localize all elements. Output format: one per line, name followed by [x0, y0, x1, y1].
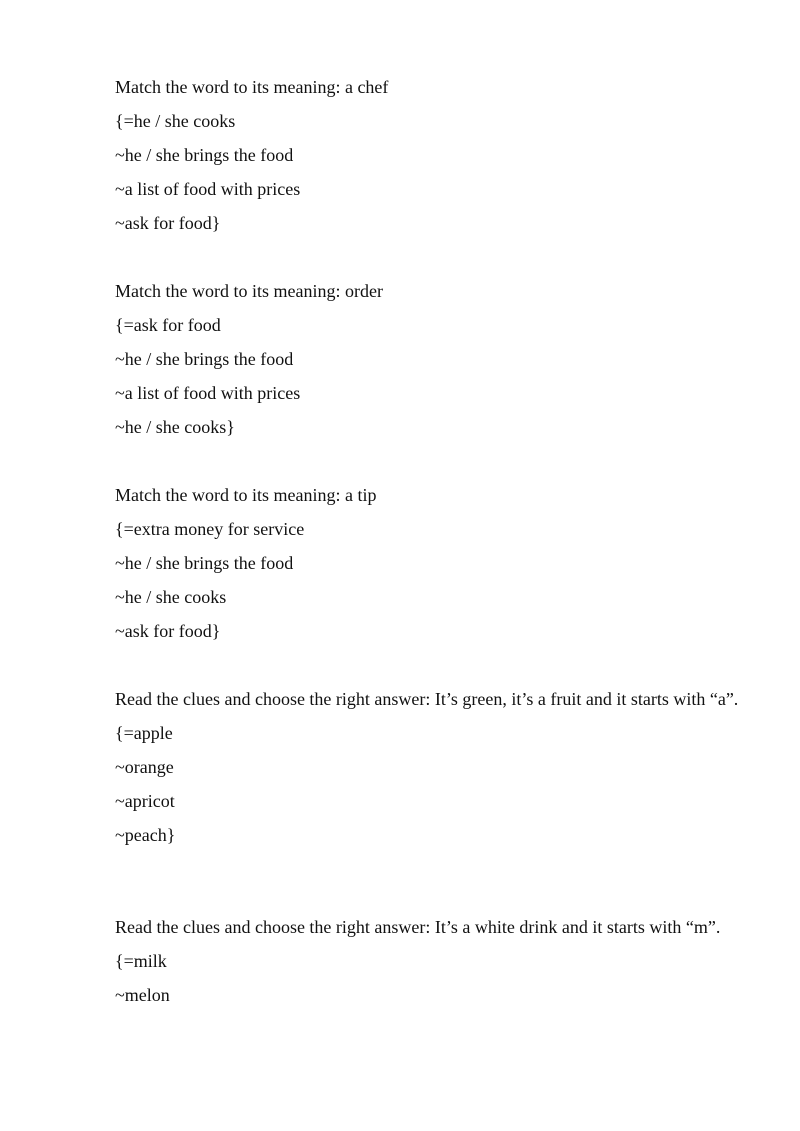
answer-option: ~orange — [115, 757, 174, 777]
question-stem: Match the word to its meaning: a tip — [115, 485, 377, 505]
answer-option: ~he / she brings the food — [115, 145, 294, 165]
answer-option: ~he / she cooks — [115, 587, 227, 607]
question-block — [115, 917, 745, 1019]
answer-option: ~ask for food} — [115, 213, 221, 233]
answer-option: ~a list of food with prices — [115, 383, 301, 403]
answer-option: ~he / she brings the food — [115, 349, 294, 369]
question-block — [115, 77, 745, 247]
question-block — [115, 689, 745, 859]
answer-option: {=ask for food — [115, 315, 221, 335]
question-stem: Read the clues and choose the right answer: It’s a white drink and it starts with “m”. — [115, 917, 721, 937]
answer-option: ~ask for food} — [115, 621, 221, 641]
answer-option: ~peach} — [115, 825, 176, 845]
answer-option: {=he / she cooks — [115, 111, 236, 131]
question-stem: Match the word to its meaning: order — [115, 281, 383, 301]
question-stem: Match the word to its meaning: a chef — [115, 77, 389, 97]
answer-option: ~he / she cooks} — [115, 417, 235, 437]
answer-option: {=apple — [115, 723, 173, 743]
answer-option: {=milk — [115, 951, 167, 971]
answer-option: ~melon — [115, 985, 170, 1005]
question-stem: Read the clues and choose the right answer: It’s green, it’s a fruit and it starts with “a”. — [115, 689, 739, 709]
question-block — [115, 281, 745, 451]
answer-option: ~apricot — [115, 791, 175, 811]
answer-option: {=extra money for service — [115, 519, 305, 539]
answer-option: ~he / she brings the food — [115, 553, 294, 573]
answer-option: ~a list of food with prices — [115, 179, 301, 199]
question-block — [115, 485, 745, 655]
